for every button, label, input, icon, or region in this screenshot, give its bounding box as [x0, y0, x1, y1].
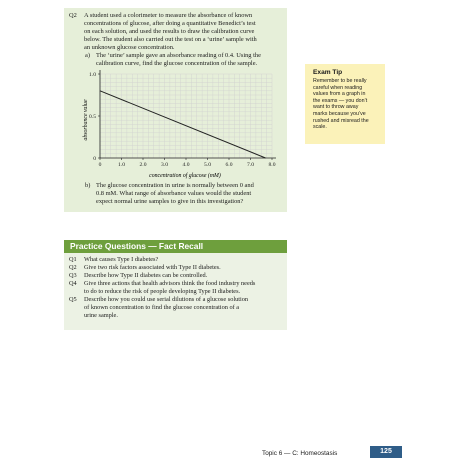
section-footer: Topic 6 — C: Homeostasis: [262, 450, 338, 457]
x-axis-label: concentration of glucose (mM): [149, 173, 221, 179]
x-tick-label: 6.0: [225, 162, 233, 168]
practice-questions-title: Practice Questions — Fact Recall: [70, 241, 204, 251]
part-b-line: The glucose concentration in urine is normally between 0 and: [96, 182, 254, 189]
exam-tip-line: marks because you’ve: [313, 110, 366, 117]
practice-q-text: What causes Type I diabetes?: [84, 256, 159, 263]
practice-q-text: of known concentration to find the glucose concentration of a: [84, 304, 240, 311]
question-intro-line: on each solution, and used the results to draw the calibration curve: [84, 28, 255, 35]
x-tick-label: 5.0: [204, 162, 211, 168]
question-intro-line: concentrations of glucose, after doing a quantitative Benedict’s test: [84, 20, 256, 27]
x-tick-label: 8.0: [268, 162, 276, 168]
practice-q-number: Q4: [69, 280, 77, 287]
part-b-line: expect normal urine samples to give in this investigation?: [96, 198, 244, 205]
practice-q-number: Q1: [69, 256, 77, 263]
exam-tip-body: [313, 78, 383, 131]
question-intro-line: A student used a colorimeter to measure the absorbance of known: [84, 12, 253, 19]
practice-q-text: Describe how Type II diabetes can be controlled.: [84, 272, 208, 279]
exam-tip-line: values from a graph in: [313, 91, 366, 98]
practice-q-number: Q2: [69, 264, 77, 271]
part-b-line: 0.8 mM. What range of absorbance values would the student: [96, 190, 252, 197]
practice-q-text: Give two risk factors associated with Type II diabetes.: [84, 264, 221, 271]
x-tick-label: 7.0: [247, 162, 254, 168]
question-intro-line: below. The student also carried out the test on a ‘urine’ sample with: [84, 36, 257, 43]
part-a-line: The ‘urine’ sample gave an absorbance reading of 0.4. Using the: [96, 52, 261, 59]
part-a-label: a): [85, 52, 90, 59]
question-intro-line: an unknown glucose concentration.: [84, 44, 175, 51]
question-number: Q2: [69, 12, 77, 19]
page-number: 125: [370, 446, 402, 458]
exam-tip-line: rushed and misread the: [313, 117, 369, 124]
y-tick-label: 1.0: [89, 72, 96, 78]
y-tick-label: 0: [93, 156, 96, 162]
x-tick-label: 4.0: [182, 162, 190, 168]
x-tick-label: 0: [98, 162, 102, 168]
practice-q-number: Q3: [69, 272, 77, 279]
exam-tip-line: scale.: [313, 124, 327, 131]
x-tick-label: 2.0: [139, 162, 147, 168]
x-tick-label: 1.0: [118, 162, 125, 168]
practice-q-text: to do to reduce the risk of people developing Type II diabetes.: [84, 288, 241, 295]
practice-q-number: Q5: [69, 296, 77, 303]
exam-tip-line: careful when reading: [313, 84, 363, 91]
y-axis-label: absorbance value: [83, 99, 89, 141]
exam-tip-line: the exams — you don’t: [313, 97, 368, 104]
practice-q-text: urine sample.: [84, 312, 118, 319]
y-tick-label: 0.5: [89, 114, 96, 120]
practice-q-text: Describe how you could use serial dilutions of a glucose solution: [84, 296, 249, 303]
exam-tip-title: Exam Tip: [313, 69, 343, 76]
part-b-label: b): [85, 182, 91, 189]
x-tick-label: 3.0: [161, 162, 168, 168]
part-a-line: calibration curve, find the glucose concentration of the sample.: [96, 60, 258, 67]
practice-q-text: Give three actions that health advisors think the food industry needs: [84, 280, 256, 287]
exam-tip-line: want to throw away: [313, 104, 359, 111]
exam-tip-line: Remember to be really: [313, 78, 367, 84]
